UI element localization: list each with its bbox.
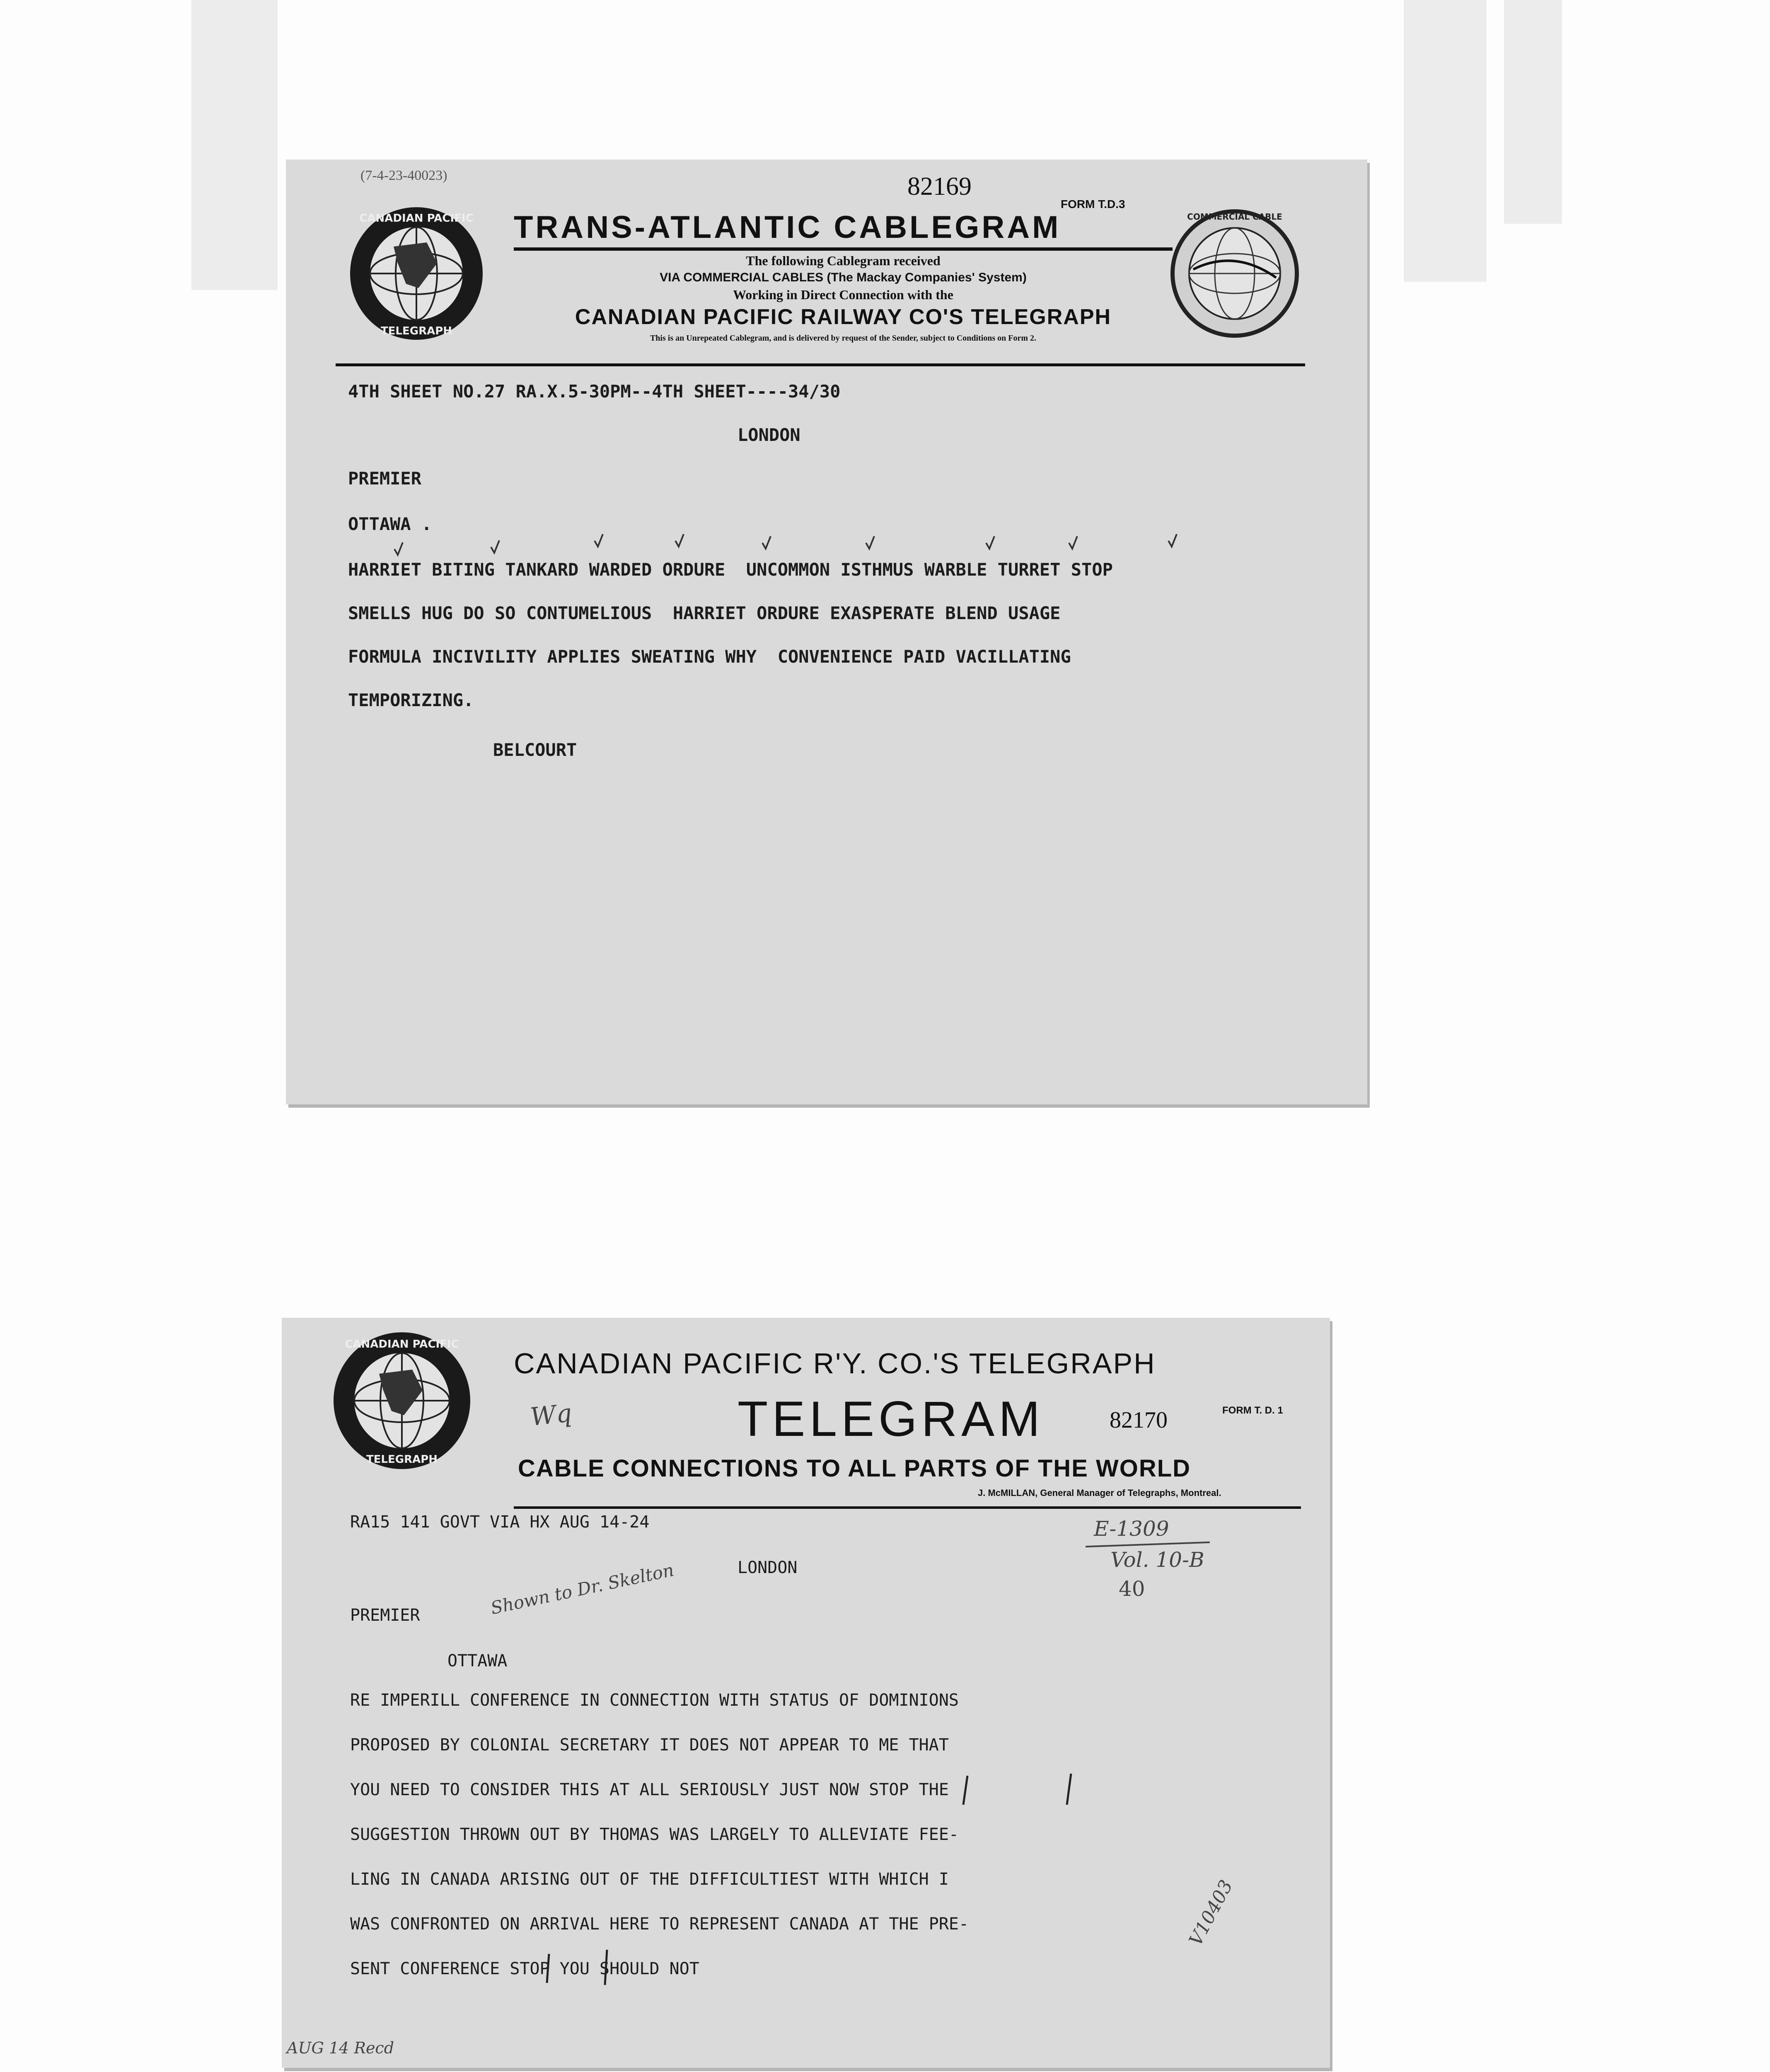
- pencil-check-marks: [286, 160, 1367, 574]
- received-stamp: AUG 14 Recd: [287, 2039, 394, 2057]
- sub-line-2: VIA COMMERCIAL CABLES (The Mackay Companies' System): [660, 271, 1027, 284]
- message-line: FORMULA INCIVILITY APPLIES SWEATING WHY CONVENIENCE PAID VACILLATING: [348, 646, 1071, 667]
- company-name: CANADIAN PACIFIC RAILWAY CO'S TELEGRAPH: [575, 305, 1112, 329]
- message-line: SUGGESTION THROWN OUT BY THOMAS WAS LARGELY TO ALLEVIATE FEE-: [350, 1825, 959, 1844]
- cablegram-sheet: [286, 160, 1367, 1104]
- message-line: WAS CONFRONTED ON ARRIVAL HERE TO REPRESENT CANADA AT THE PRE-: [350, 1915, 969, 1934]
- tagline: CABLE CONNECTIONS TO ALL PARTS OF THE WORLD: [518, 1455, 1191, 1482]
- form-label: FORM T.D.3: [1061, 198, 1125, 211]
- sub-line-1: The following Cablegram received: [746, 253, 941, 268]
- destination: OTTAWA .: [348, 514, 432, 534]
- message-line: SMELLS HUG DO SO CONTUMELIOUS HARRIET ORDURE EXASPERATE BLEND USAGE: [348, 603, 1061, 623]
- addressee: PREMIER: [348, 468, 422, 489]
- telegram-title: TELEGRAM: [738, 1391, 1045, 1447]
- file-volume: Vol. 10-B: [1110, 1548, 1204, 1572]
- message-line: SENT CONFERENCE STOP YOU SHOULD NOT: [350, 1959, 699, 1978]
- dateline: 4TH SHEET NO.27 RA.X.5-30PM--4TH SHEET----34/30: [348, 381, 841, 402]
- file-number: E-1309: [1094, 1517, 1169, 1541]
- form-label: FORM T. D. 1: [1222, 1405, 1283, 1416]
- message-line: LING IN CANADA ARISING OUT OF THE DIFFICULTIEST WITH WHICH I: [350, 1870, 949, 1889]
- tape-strip: [1404, 0, 1487, 282]
- company-name: CANADIAN PACIFIC R'Y. CO.'S TELEGRAPH: [514, 1347, 1156, 1380]
- message-line: PROPOSED BY COLONIAL SECRETARY IT DOES NOT APPEAR TO ME THAT: [350, 1736, 949, 1755]
- sub-line-3: Working in Direct Connection with the: [733, 287, 953, 302]
- file-page: 40: [1119, 1577, 1145, 1601]
- tape-strip: [191, 0, 278, 290]
- manager-line: J. McMILLAN, General Manager of Telegraphs, Montreal.: [978, 1488, 1221, 1498]
- message-line: YOU NEED TO CONSIDER THIS AT ALL SERIOUSLY JUST NOW STOP THE: [350, 1780, 949, 1799]
- dateline: RA15 141 GOVT VIA HX AUG 14-24: [350, 1513, 650, 1532]
- telegram-sheet: [282, 1318, 1330, 2068]
- svg-text:CANADIAN PACIFIC: CANADIAN PACIFIC: [359, 212, 474, 225]
- message-line: TEMPORIZING.: [348, 690, 474, 710]
- handwritten-note: Shown to Dr. Skelton: [488, 1559, 676, 1619]
- serial-number: 82170: [1110, 1407, 1168, 1433]
- origin: LONDON: [738, 1558, 798, 1577]
- message-line: HARRIET BITING TANKARD WARDED ORDURE UNCOMMON ISTHMUS WARBLE TURRET STOP: [348, 559, 1113, 580]
- tape-strip: [1504, 0, 1562, 224]
- svg-text:CANADIAN PACIFIC: CANADIAN PACIFIC: [345, 1338, 459, 1351]
- stop-marks: [282, 1318, 1330, 2022]
- origin: LONDON: [738, 425, 800, 445]
- disclaimer: This is an Unrepeated Cablegram, and is delivered by request of the Sender, subject to Conditions on Form 2.: [650, 334, 1037, 343]
- margin-note: V10403: [1185, 1876, 1237, 1949]
- message-line: RE IMPERILL CONFERENCE IN CONNECTION WITH STATUS OF DOMINIONS: [350, 1691, 959, 1710]
- addressee: PREMIER: [350, 1606, 420, 1625]
- svg-text:COMMERCIAL CABLE: COMMERCIAL CABLE: [1187, 212, 1282, 222]
- serial-number: 82169: [907, 172, 972, 201]
- destination: OTTAWA: [447, 1651, 508, 1670]
- svg-text:TELEGRAPH: TELEGRAPH: [366, 1453, 438, 1466]
- handwritten-initials: Wq: [529, 1398, 573, 1432]
- signature: BELCOURT: [493, 740, 577, 760]
- print-code: (7-4-23-40023): [360, 168, 447, 183]
- svg-text:TELEGRAPH: TELEGRAPH: [380, 325, 452, 337]
- cablegram-title: TRANS-ATLANTIC CABLEGRAM: [514, 210, 1061, 245]
